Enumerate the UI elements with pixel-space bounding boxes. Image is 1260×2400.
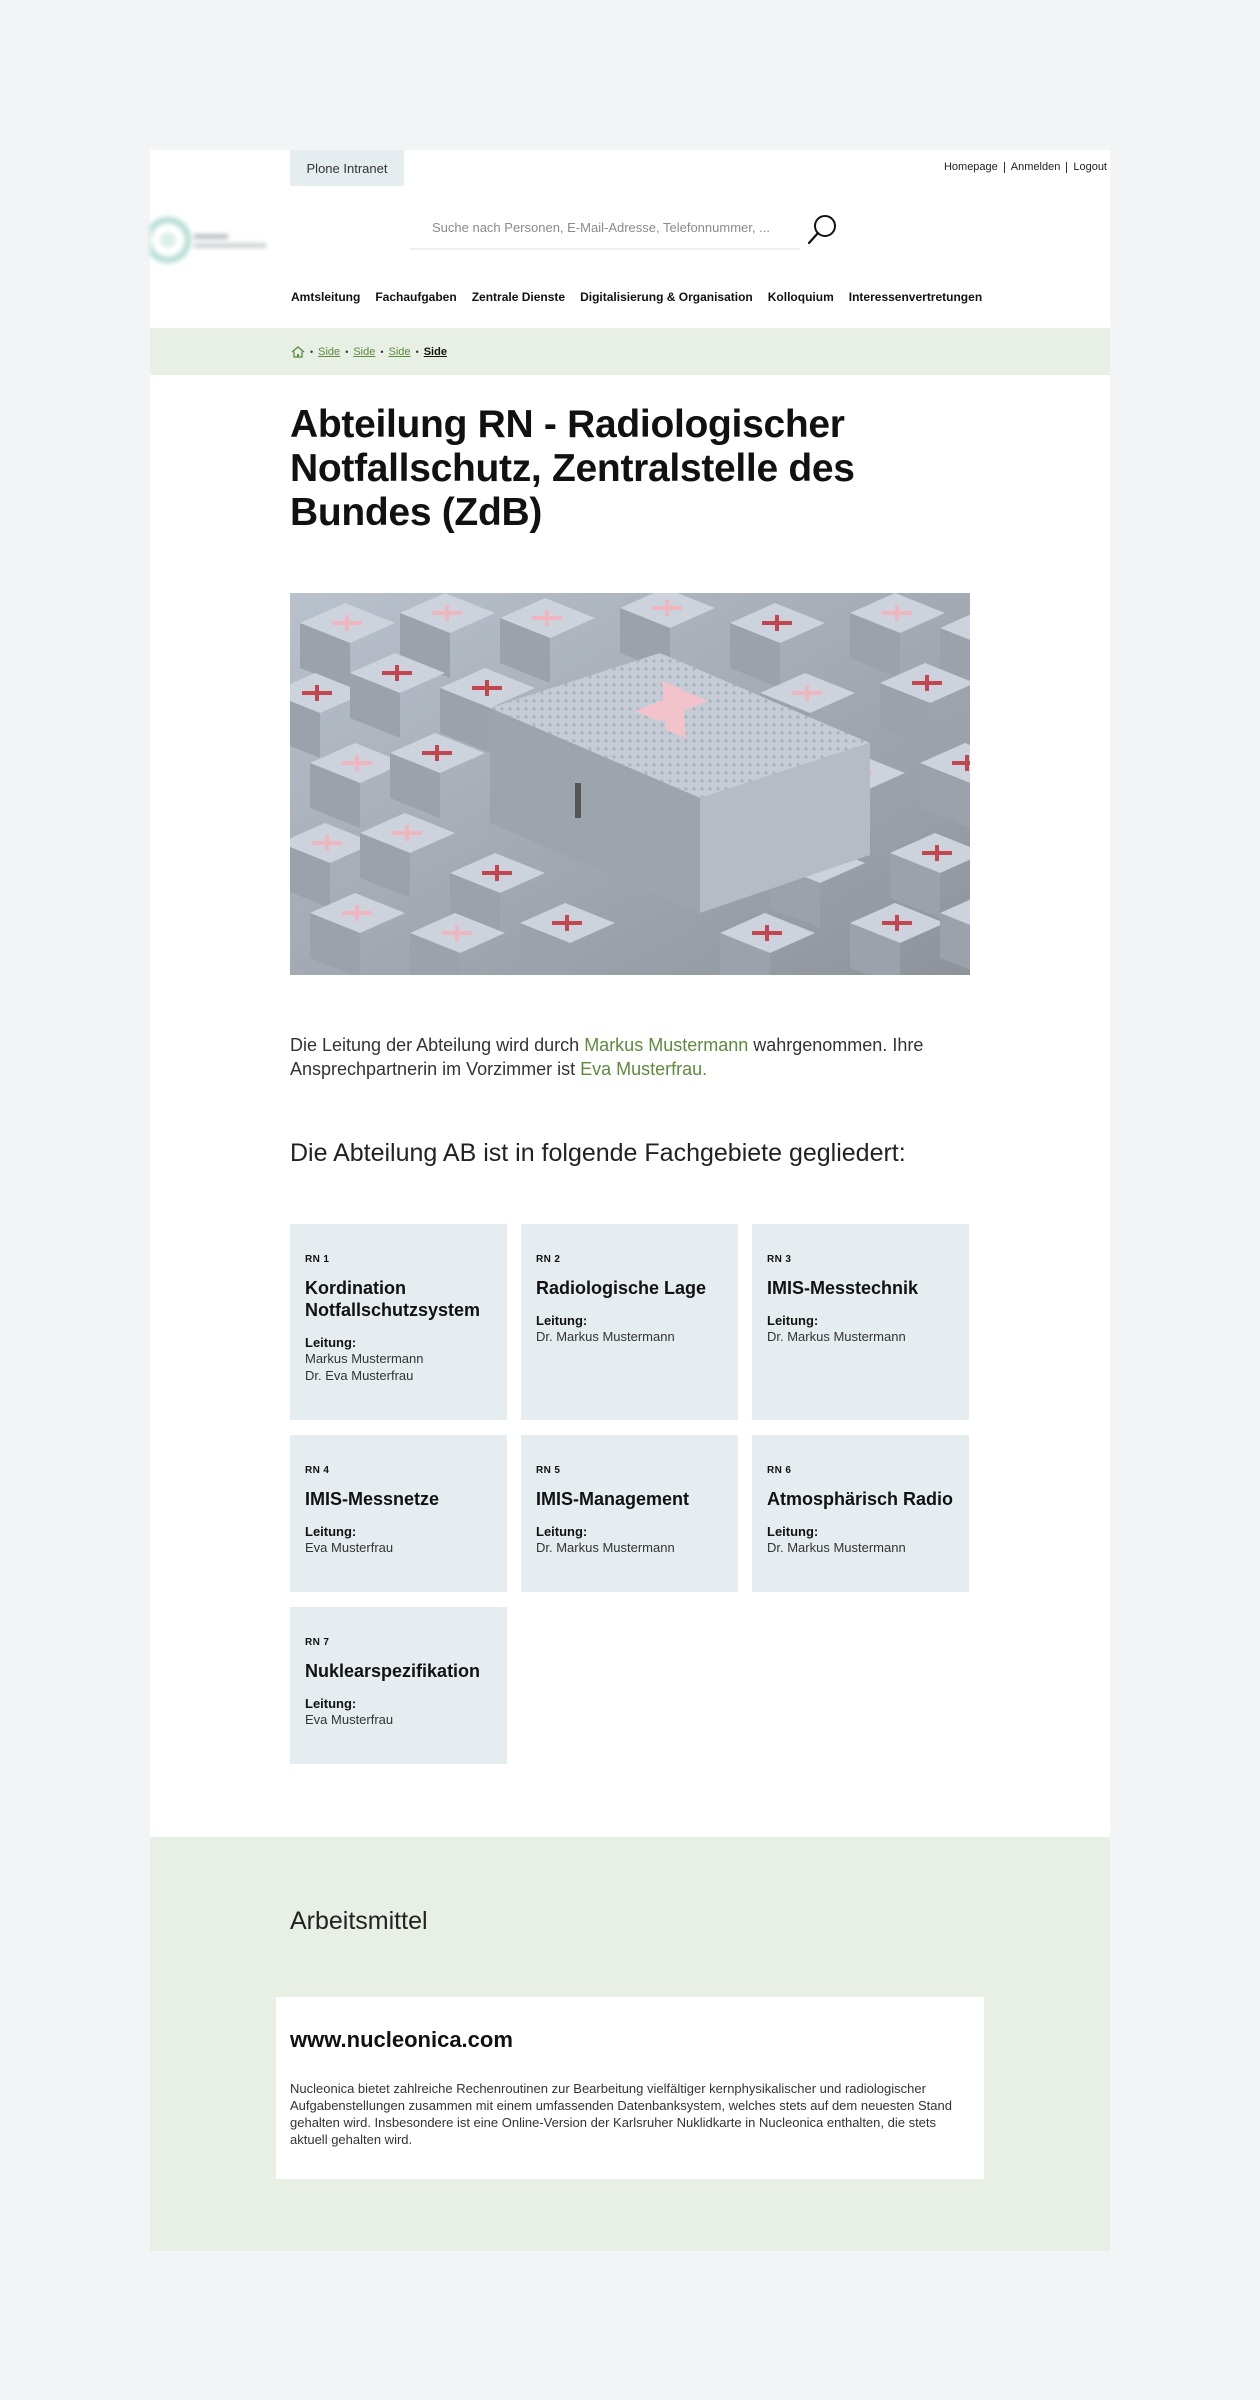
breadcrumb-separator: • xyxy=(345,346,349,357)
breadcrumb-separator: • xyxy=(310,346,314,357)
card-person: Dr. Markus Mustermann xyxy=(767,1540,906,1555)
card-title: IMIS-Management xyxy=(536,1489,690,1509)
card-label: Leitung: xyxy=(767,1524,819,1539)
breadcrumb xyxy=(150,328,1110,375)
card-code: RN 3 xyxy=(767,1254,792,1265)
tool-card-text: Nucleonica bietet zahlreiche Rechenroutinen zur Bearbeitung vielfältiger kernphysikalischer und radiologischer Aufgabenstellungen zusammen mit einem umfassenden Datenbanksystem, welches stets auf dem neuesten Stand gehalten wird. Insbesondere ist eine Online-Version der Karlsruher Nuklidkarte in Nucleonica enthalten, die stets aktuell gehalten wird. xyxy=(290,2081,952,2147)
hero-image xyxy=(290,593,970,975)
card-code: RN 6 xyxy=(767,1465,792,1476)
card-code: RN 7 xyxy=(305,1637,330,1648)
card-person: Dr. Markus Mustermann xyxy=(767,1329,906,1344)
search-bar xyxy=(410,206,846,250)
card-code: RN 2 xyxy=(536,1254,561,1265)
divider xyxy=(1004,162,1005,173)
breadcrumb-separator: • xyxy=(380,346,384,357)
search-input[interactable] xyxy=(410,206,800,250)
card-person: Markus Mustermann xyxy=(305,1351,424,1366)
nav-item-digitalisierung[interactable]: Digitalisierung & Organisation xyxy=(580,290,753,304)
service-links xyxy=(944,161,1107,173)
page xyxy=(150,150,1110,2251)
department-card[interactable] xyxy=(752,1435,969,1592)
home-icon[interactable] xyxy=(291,346,305,358)
tool-card[interactable] xyxy=(276,1997,984,2179)
card-person: Eva Musterfrau xyxy=(305,1540,394,1555)
intro-text-part: Die Leitung der Abteilung wird durch xyxy=(290,1035,585,1055)
tools-heading: Arbeitsmittel xyxy=(290,1907,428,1935)
nav-item-zentrale-dienste[interactable]: Zentrale Dienste xyxy=(471,290,566,304)
department-card[interactable] xyxy=(290,1224,507,1420)
site-tab[interactable]: Plone Intranet xyxy=(290,150,404,186)
breadcrumb-link[interactable]: Side xyxy=(388,345,411,358)
intro-text-part: wahrgenommen. Ihre Ansprechpartnerin im Vorzimmer ist xyxy=(290,1035,924,1079)
card-title: Atmosphärisch Radio xyxy=(767,1489,954,1509)
card-title: Radiologische Lage xyxy=(536,1278,707,1298)
card-title: IMIS-Messnetze xyxy=(305,1489,440,1509)
breadcrumb-link[interactable]: Side xyxy=(318,345,341,358)
card-person: Eva Musterfrau xyxy=(305,1712,394,1727)
logo[interactable] xyxy=(150,210,270,270)
nav-item-amtsleitung[interactable]: Amtsleitung xyxy=(291,290,361,304)
card-label: Leitung: xyxy=(536,1524,588,1539)
nav-item-interessenvertretungen[interactable]: Interessenvertretungen xyxy=(848,290,983,304)
card-person: Dr. Markus Mustermann xyxy=(536,1540,675,1555)
card-title: IMIS-Messtechnik xyxy=(767,1278,919,1298)
nav-item-kolloquium[interactable]: Kolloquium xyxy=(767,290,834,304)
card-label: Leitung: xyxy=(305,1696,357,1711)
department-card[interactable] xyxy=(521,1224,738,1420)
tool-card-title: www.nucleonica.com xyxy=(290,2027,513,2052)
card-label: Leitung: xyxy=(305,1524,357,1539)
tools-section xyxy=(150,1837,1110,2251)
breadcrumb-current: Side xyxy=(423,345,447,358)
head-person-link[interactable]: Markus Mustermann xyxy=(584,1035,749,1055)
main-navigation xyxy=(291,290,997,304)
department-card[interactable] xyxy=(521,1435,738,1592)
section-heading: Die Abteilung AB ist in folgende Fachgebiete gegliedert: xyxy=(290,1139,906,1167)
card-label: Leitung: xyxy=(536,1313,588,1328)
department-cards xyxy=(290,1224,970,1764)
login-link[interactable]: Anmelden xyxy=(1010,161,1061,173)
main-content xyxy=(150,375,1110,1764)
card-title: Kordination Notfallschutzsystem xyxy=(305,1278,481,1320)
department-card[interactable] xyxy=(290,1435,507,1592)
search-icon xyxy=(806,212,840,246)
card-code: RN 4 xyxy=(305,1465,330,1476)
site-header xyxy=(150,150,1110,328)
search-button[interactable] xyxy=(806,212,840,246)
card-person: Dr. Markus Mustermann xyxy=(536,1329,675,1344)
nav-item-fachaufgaben[interactable]: Fachaufgaben xyxy=(375,290,457,304)
logout-link[interactable]: Logout xyxy=(1073,161,1107,173)
card-code: RN 5 xyxy=(536,1465,561,1476)
card-label: Leitung: xyxy=(767,1313,819,1328)
page-title: Abteilung RN - Radiologischer Notfallschutz, Zentralstelle des Bundes (ZdB) xyxy=(290,403,855,534)
card-title: Nuklearspezifikation xyxy=(305,1661,481,1681)
card-person: Dr. Eva Musterfrau xyxy=(305,1368,414,1383)
department-card[interactable] xyxy=(290,1607,507,1764)
breadcrumb-link[interactable]: Side xyxy=(353,345,376,358)
breadcrumb-separator: • xyxy=(415,346,419,357)
intro-text xyxy=(290,1033,970,1081)
homepage-link[interactable]: Homepage xyxy=(943,161,998,173)
divider xyxy=(1066,162,1067,173)
department-card[interactable] xyxy=(752,1224,969,1420)
card-code: RN 1 xyxy=(305,1254,330,1265)
card-label: Leitung: xyxy=(305,1335,357,1350)
assistant-person-link[interactable]: Eva Musterfrau. xyxy=(580,1059,708,1079)
